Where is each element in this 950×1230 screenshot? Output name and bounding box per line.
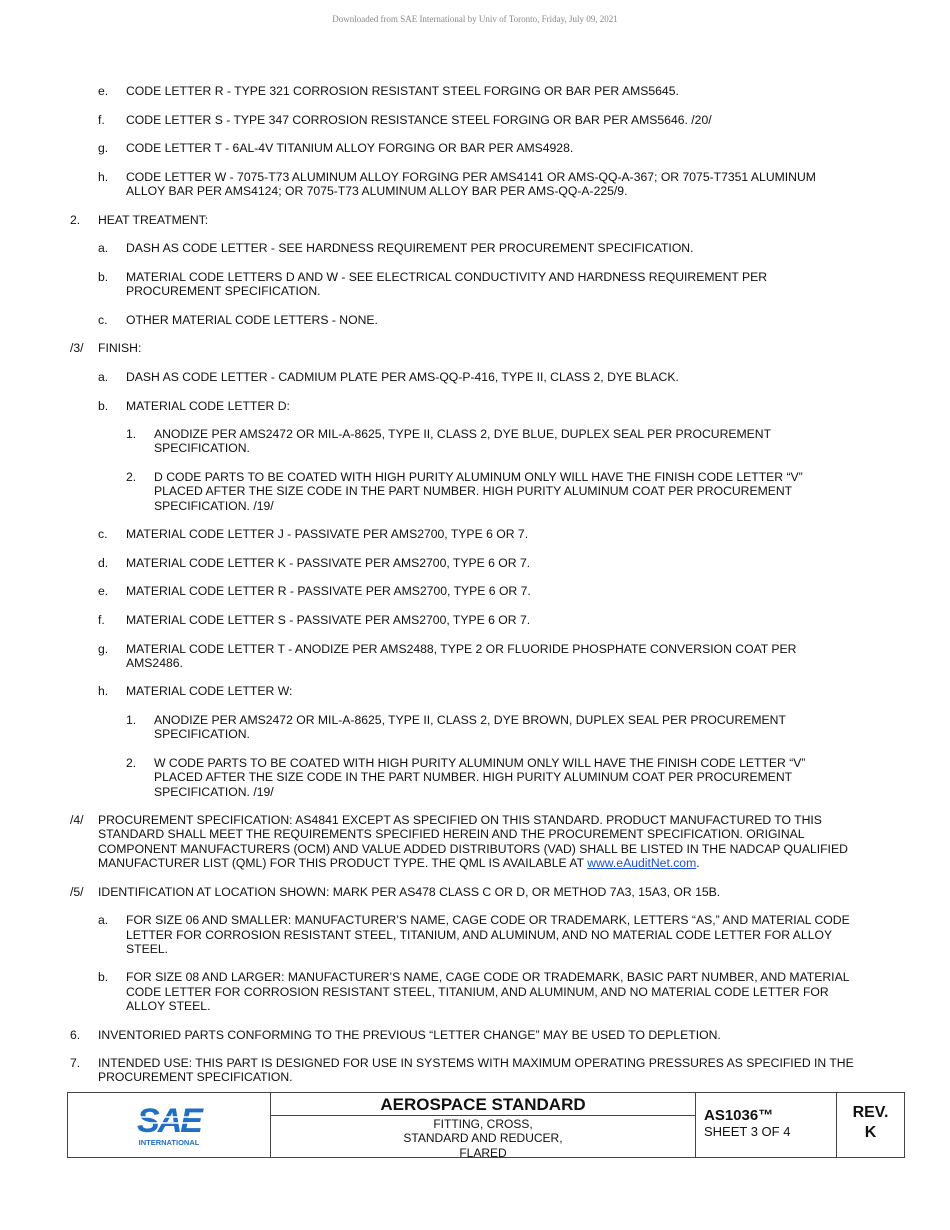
- note-body: MATERIAL CODE LETTER T - ANODIZE PER AMS2488, TYPE 2 OR FLUORIDE PHOSPHATE CONVERSION COAT PER AMS2486.: [126, 641, 797, 670]
- description-line: FITTING, CROSS,: [433, 1117, 533, 1131]
- note-text: [126, 241, 856, 255]
- note-body: INTENDED USE: THIS PART IS DESIGNED FOR USE IN SYSTEMS WITH MAXIMUM OPERATING PRESSURES AS SPECIFIED IN THE PROCUREMENT SPECIFICATION.: [98, 1056, 854, 1085]
- note-item: [0, 170, 950, 199]
- note-body: MATERIAL CODE LETTER K - PASSIVATE PER AMS2700, TYPE 6 OR 7.: [126, 555, 531, 570]
- note-item: [0, 470, 950, 513]
- note-number: d.: [98, 555, 109, 570]
- note-number: 7.: [70, 1056, 81, 1071]
- sae-logo: [68, 1093, 271, 1157]
- note-item: [0, 970, 950, 1013]
- note-text: [154, 470, 844, 513]
- note-text: [126, 84, 856, 98]
- note-body: DASH AS CODE LETTER - SEE HARDNESS REQUIREMENT PER PROCUREMENT SPECIFICATION.: [126, 241, 694, 256]
- note-item: [0, 370, 950, 384]
- note-body: OTHER MATERIAL CODE LETTERS - NONE.: [126, 312, 378, 327]
- note-text: [126, 613, 856, 627]
- note-item: [0, 584, 950, 598]
- note-item: [0, 613, 950, 627]
- note-body: ANODIZE PER AMS2472 OR MIL-A-8625, TYPE II, CLASS 2, DYE BROWN, DUPLEX SEAL PER PROCUREMENT SPECIFICATION.: [154, 713, 786, 742]
- revision: [837, 1093, 904, 1157]
- note-body: PROCUREMENT SPECIFICATION: AS4841 EXCEPT AS SPECIFIED ON THIS STANDARD. PRODUCT MANUFACTURED TO THIS STANDARD SHALL MEET THE REQUIREMENTS SPECIFIED HEREIN AND THE PROCUREMENT SPECIFICATION. ORIGINAL COMPONENT MANUFACTURERS (OCM) AND VALUE ADDED DISTRIBUTORS (VAD) SHALL BE LISTED IN THE NADCAP QUALIFIED MANUFACTURER LIST (QML) FOR THIS PRODUCT TYPE. THE QML IS AVAILABLE AT: [98, 813, 848, 871]
- note-body: INVENTORIED PARTS CONFORMING TO THE PREVIOUS “LETTER CHANGE” MAY BE USED TO DEPLETION.: [98, 1027, 721, 1042]
- note-number: c.: [98, 527, 108, 542]
- note-item: [0, 885, 950, 899]
- title-block: [67, 1092, 905, 1158]
- note-number: g.: [98, 641, 109, 656]
- note-body: FINISH:: [98, 341, 142, 356]
- note-item: [0, 241, 950, 255]
- document-id: [696, 1093, 837, 1157]
- note-text: [126, 642, 856, 671]
- note-number: b.: [98, 269, 109, 284]
- note-number: f.: [98, 112, 105, 127]
- note-body: W CODE PARTS TO BE COATED WITH HIGH PURITY ALUMINUM ONLY WILL HAVE THE FINISH CODE LETTER “V” PLACED AFTER THE SIZE CODE IN THE PART NUMBER. HIGH PURITY ALUMINUM COAT PER PROCUREMENT SPECIFICATION. /19/: [154, 755, 806, 799]
- note-number: 1.: [126, 713, 137, 728]
- note-text: [126, 556, 856, 570]
- sheet-number: SHEET 3 OF 4: [704, 1124, 791, 1139]
- note-body: FOR SIZE 06 AND SMALLER: MANUFACTURER’S NAME, CAGE CODE OR TRADEMARK, LETTERS “AS,” AND MATERIAL CODE LETTER FOR CORROSION RESISTANT STEEL, TITANIUM, AND ALUMINUM, AND NO MATERIAL CODE LETTER FOR ALLOY STEEL.: [126, 913, 850, 956]
- note-body: MATERIAL CODE LETTER R - PASSIVATE PER AMS2700, TYPE 6 OR 7.: [126, 584, 531, 599]
- note-number: e.: [98, 84, 109, 98]
- note-number: e.: [98, 584, 109, 599]
- note-body: CODE LETTER R - TYPE 321 CORROSION RESISTANT STEEL FORGING OR BAR PER AMS5645.: [126, 84, 679, 98]
- note-item: [0, 113, 950, 127]
- note-text: [98, 885, 858, 899]
- note-item: [0, 1028, 950, 1042]
- note-number: h.: [98, 684, 109, 699]
- note-number: c.: [98, 312, 108, 327]
- note-text: [98, 1028, 858, 1042]
- note-number: b.: [98, 398, 109, 413]
- note-number: /5/: [70, 884, 84, 899]
- notes-list: [0, 84, 950, 1099]
- revision-value: K: [864, 1124, 877, 1141]
- note-body: HEAT TREATMENT:: [98, 212, 209, 227]
- revision-label: REV.: [852, 1104, 889, 1121]
- note-body: MATERIAL CODE LETTER S - PASSIVATE PER AMS2700, TYPE 6 OR 7.: [126, 612, 531, 627]
- standard-title: AEROSPACE STANDARD: [271, 1093, 695, 1116]
- note-item: [0, 756, 950, 799]
- note-body: MATERIAL CODE LETTER W:: [126, 684, 293, 699]
- note-text: [126, 913, 856, 956]
- note-item: [0, 399, 950, 413]
- logo-subtitle: INTERNATIONAL: [138, 1138, 200, 1147]
- note-body: MATERIAL CODE LETTERS D AND W - SEE ELECTRICAL CONDUCTIVITY AND HARDNESS REQUIREMENT PER PROCUREMENT SPECIFICATION.: [126, 269, 768, 299]
- document-number: AS1036™: [704, 1107, 774, 1124]
- note-text: [126, 113, 856, 127]
- eauditnet-link[interactable]: www.eAuditNet.com: [587, 856, 697, 871]
- logo-wordmark: SAE: [137, 1102, 201, 1140]
- note-item: [0, 141, 950, 155]
- note-number: g.: [98, 141, 109, 156]
- note-text: [126, 970, 856, 1013]
- note-body: ANODIZE PER AMS2472 OR MIL-A-8625, TYPE II, CLASS 2, DYE BLUE, DUPLEX SEAL PER PROCUREMENT SPECIFICATION.: [154, 427, 771, 456]
- note-number: 1.: [126, 427, 137, 442]
- download-watermark: Downloaded from SAE International by Univ of Toronto, Friday, July 09, 2021: [332, 14, 618, 24]
- note-number: b.: [98, 970, 109, 985]
- note-body: MATERIAL CODE LETTER J - PASSIVATE PER AMS2700, TYPE 6 OR 7.: [126, 527, 529, 542]
- note-item: [0, 270, 950, 299]
- note-item: [0, 427, 950, 456]
- note-number: 6.: [70, 1027, 81, 1042]
- note-text: [154, 427, 844, 456]
- note-item: [0, 642, 950, 671]
- note-text: [154, 713, 844, 742]
- note-item: [0, 527, 950, 541]
- note-item: [0, 84, 950, 98]
- note-text: [126, 370, 856, 384]
- note-number: h.: [98, 169, 109, 184]
- note-number: 2.: [126, 755, 137, 770]
- note-body: MATERIAL CODE LETTER D:: [126, 398, 290, 413]
- note-text: [98, 341, 858, 355]
- note-text: [126, 141, 856, 155]
- note-body: FOR SIZE 08 AND LARGER: MANUFACTURER’S NAME, CAGE CODE OR TRADEMARK, BASIC PART NUMBER, AND MATERIAL CODE LETTER FOR CORROSION RESISTANT STEEL, TITANIUM, AND ALUMINUM, AND NO MATERIAL CODE LETTER FOR ALLOY STEEL.: [126, 970, 850, 1013]
- note-number: f.: [98, 612, 105, 627]
- note-text: [126, 399, 856, 413]
- note-item: [0, 813, 950, 870]
- description-line: FLARED: [459, 1145, 507, 1160]
- note-body: DASH AS CODE LETTER - CADMIUM PLATE PER AMS-QQ-P-416, TYPE II, CLASS 2, DYE BLACK.: [126, 369, 679, 384]
- note-body: CODE LETTER W - 7075-T73 ALUMINUM ALLOY FORGING PER AMS4141 OR AMS-QQ-A-367; OR 7075-T7351 ALUMINUM ALLOY BAR PER AMS4124; OR 7075-T73 ALUMINUM ALLOY BAR PER AMS-QQ-A-225/9.: [126, 169, 816, 199]
- note-item: [0, 556, 950, 570]
- note-text: [126, 527, 856, 541]
- note-text: [126, 584, 856, 598]
- note-text: [98, 1056, 858, 1085]
- note-item: [0, 1056, 950, 1085]
- note-item: [0, 713, 950, 742]
- note-item: [0, 213, 950, 227]
- note-number: 2.: [126, 470, 137, 485]
- description-line: STANDARD AND REDUCER,: [403, 1131, 563, 1146]
- part-description: [271, 1116, 695, 1160]
- note-body: D CODE PARTS TO BE COATED WITH HIGH PURITY ALUMINUM ONLY WILL HAVE THE FINISH CODE LETTER “V” PLACED AFTER THE SIZE CODE IN THE PART NUMBER. HIGH PURITY ALUMINUM COAT PER PROCUREMENT SPECIFICATION. /19/: [154, 470, 803, 513]
- note-text: [98, 213, 858, 227]
- note-number: a.: [98, 369, 109, 384]
- note-text: [126, 270, 856, 299]
- title-middle: [271, 1093, 696, 1160]
- note-item: [0, 313, 950, 327]
- note-body: CODE LETTER T - 6AL-4V TITANIUM ALLOY FORGING OR BAR PER AMS4928.: [126, 141, 574, 156]
- note-item: [0, 341, 950, 355]
- note-number: a.: [98, 913, 109, 928]
- note-text: [126, 313, 856, 327]
- note-suffix: .: [696, 856, 700, 871]
- note-item: [0, 684, 950, 698]
- note-number: 2.: [70, 212, 81, 227]
- note-number: a.: [98, 241, 109, 256]
- note-body: CODE LETTER S - TYPE 347 CORROSION RESISTANCE STEEL FORGING OR BAR PER AMS5646. /20/: [126, 112, 712, 127]
- note-number: /3/: [70, 341, 84, 356]
- note-body: IDENTIFICATION AT LOCATION SHOWN: MARK PER AS478 CLASS C OR D, OR METHOD 7A3, 15A3, OR 15B.: [98, 884, 721, 899]
- note-text: [154, 756, 844, 799]
- note-number: /4/: [70, 813, 84, 828]
- note-text: [126, 170, 856, 199]
- note-item: [0, 913, 950, 956]
- note-text: [98, 813, 858, 870]
- note-text: [126, 684, 856, 698]
- sae-logo-icon: [124, 1102, 214, 1148]
